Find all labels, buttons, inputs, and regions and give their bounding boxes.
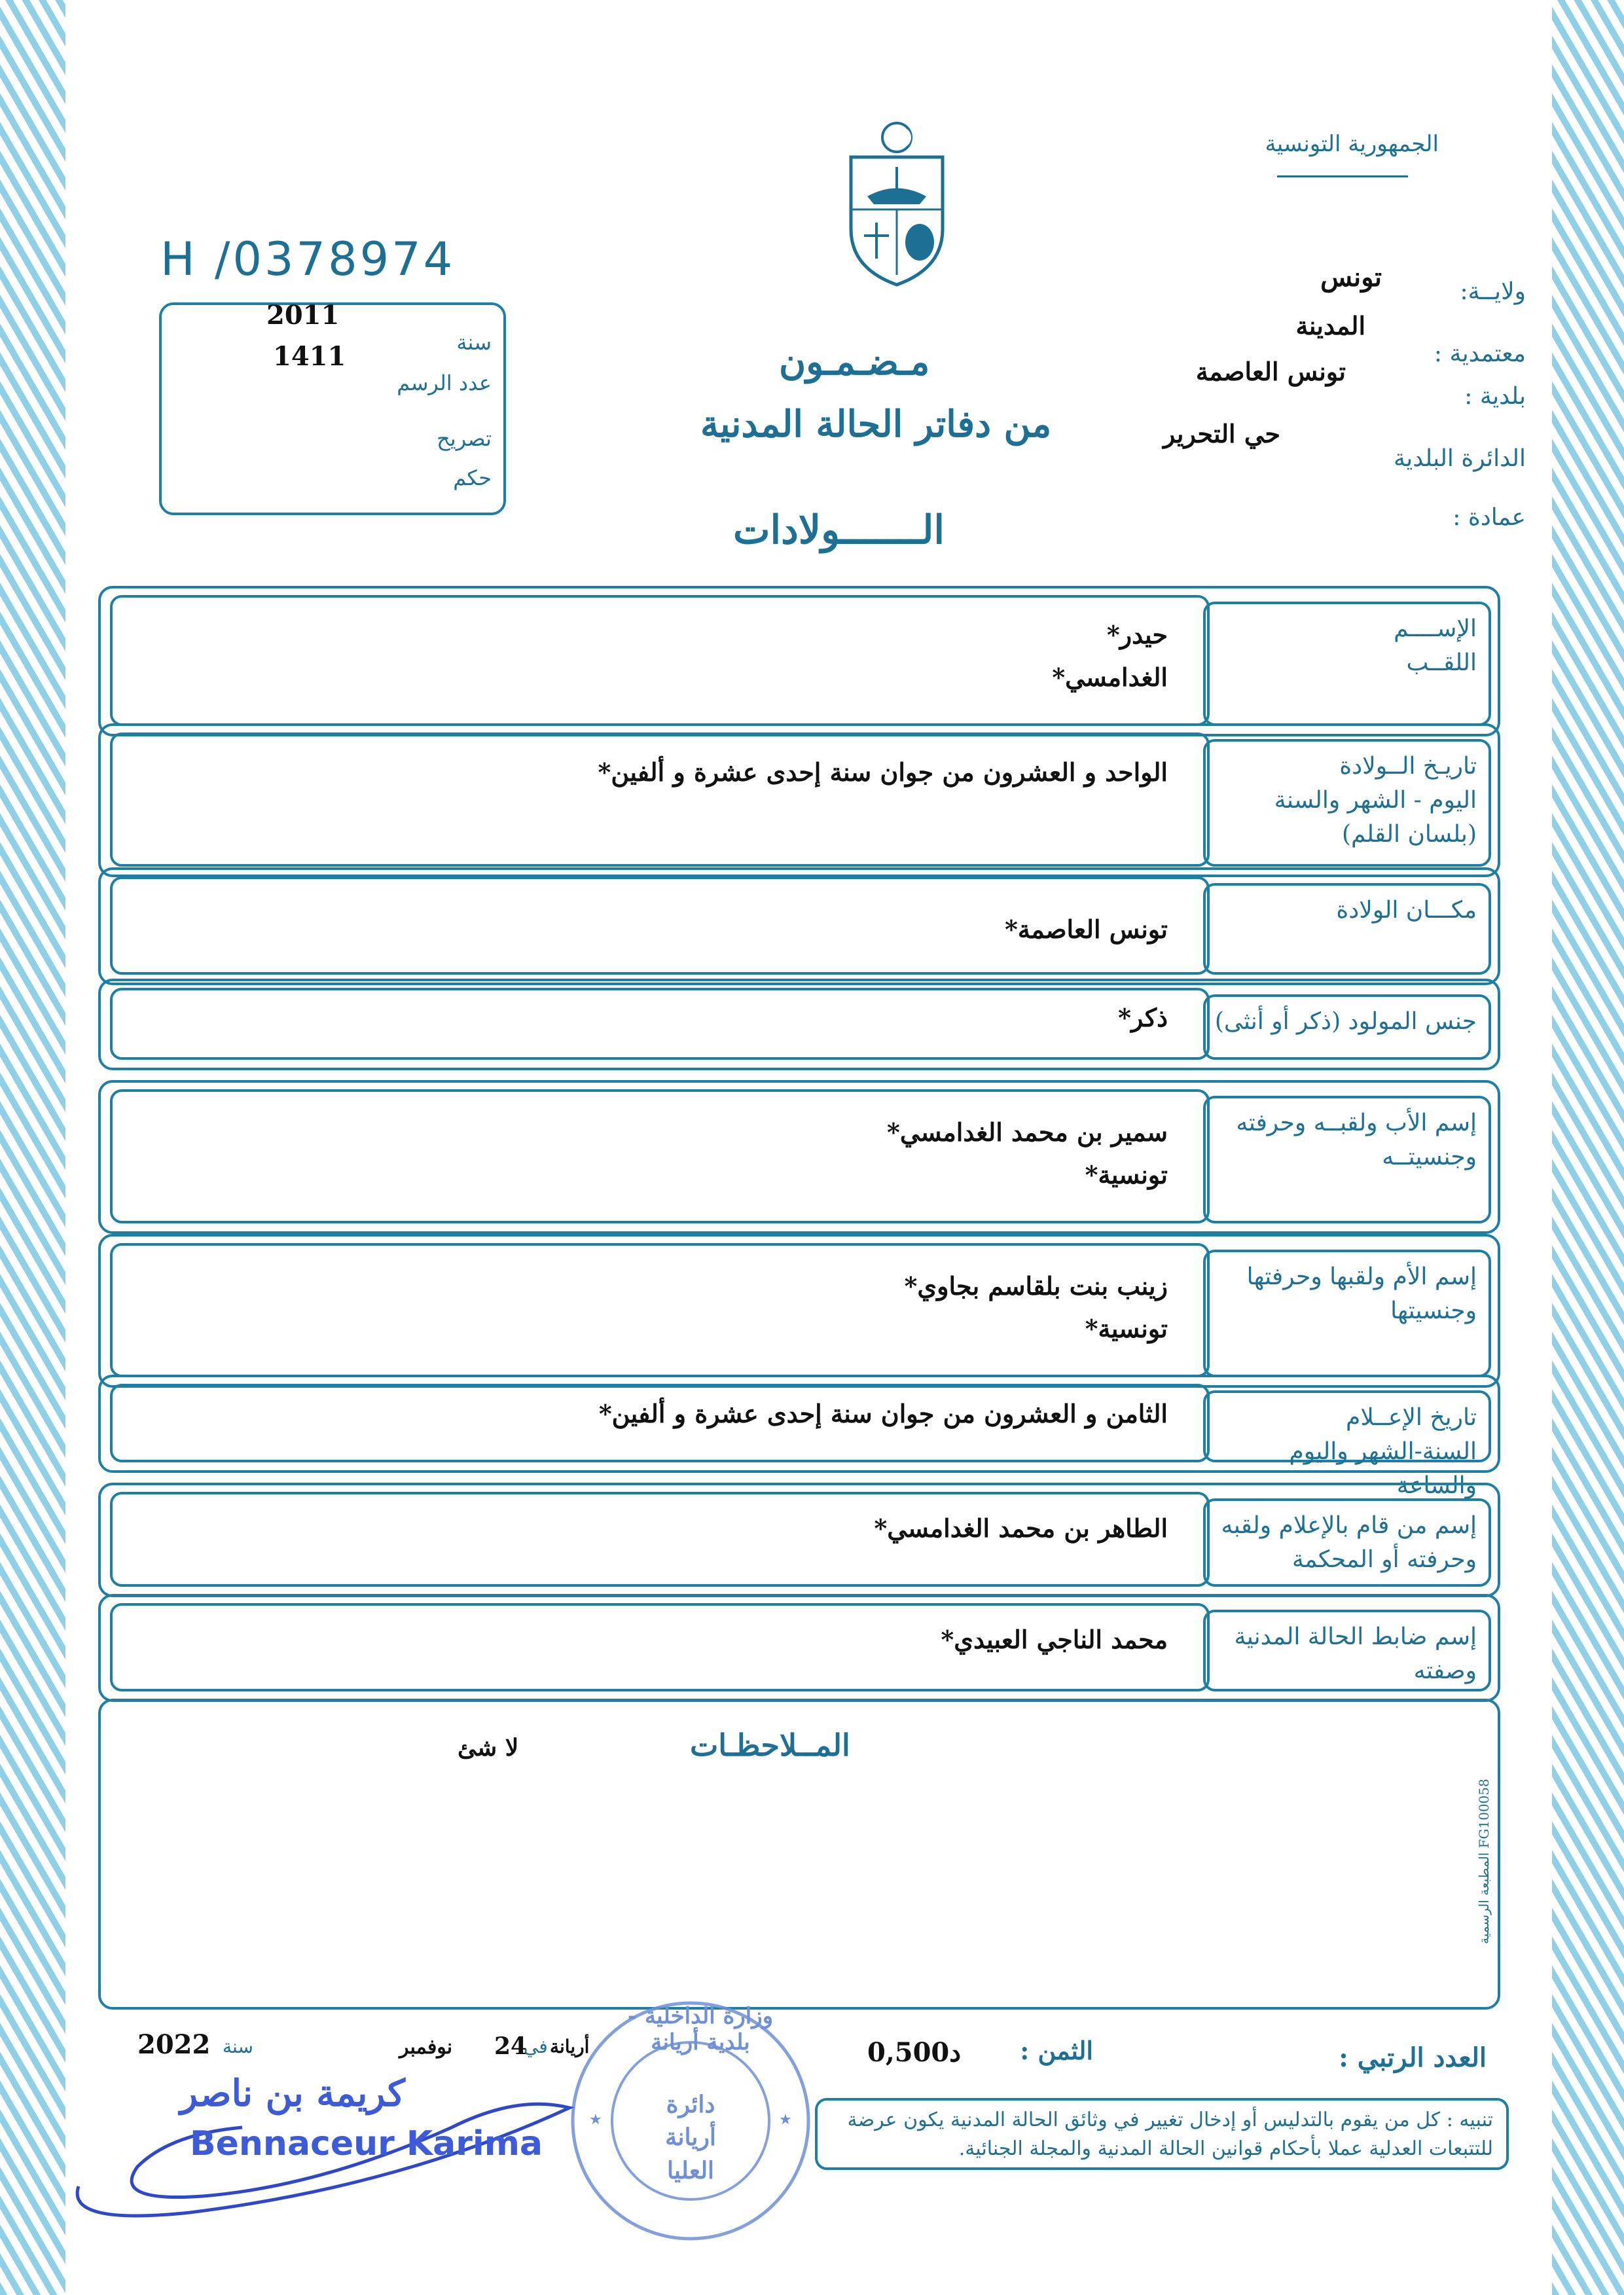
price-value: 0,500د — [867, 2037, 962, 2068]
document-title: مـضـمـون — [779, 340, 930, 384]
republic-title: الجمهورية التونسية — [1265, 131, 1439, 157]
record-row — [98, 979, 1500, 1070]
record-row-value: الثامن و العشرون من جوان سنة إحدى عشرة و ألفين* — [598, 1399, 1168, 1428]
record-row-label-cell — [1203, 1498, 1491, 1587]
record-row-value-cell — [110, 1089, 1210, 1223]
record-row-label: الإســــم اللقــب — [1394, 615, 1477, 677]
record-row-label: مكـــان الولادة — [1336, 897, 1477, 924]
svg-text:★: ★ — [589, 2112, 602, 2128]
coat-of-arms-icon — [838, 118, 956, 288]
record-row — [98, 586, 1500, 736]
record-row-label: إسم ضابط الحالة المدنية وصفته — [1234, 1623, 1477, 1685]
remarks-value: لا شئ — [458, 1734, 519, 1762]
record-row — [98, 1594, 1500, 1702]
wilaya-label: ولايــة: — [1460, 278, 1526, 305]
order-number-label: العدد الرتبي : — [1339, 2042, 1487, 2073]
daira-value: حي التحرير — [1163, 419, 1280, 448]
wilaya-value: تونس — [1320, 262, 1382, 293]
stamp-ring-text: وزارة الداخلية - بلدية أريانة — [627, 2003, 774, 2055]
record-row-value-cell — [110, 595, 1210, 726]
judgment-label: حكم — [453, 465, 492, 490]
baladia-value: تونس العاصمة — [1195, 357, 1346, 386]
record-row-label-cell — [1203, 994, 1491, 1060]
record-row-value: محمد الناجي العبيدي* — [941, 1625, 1168, 1654]
date-prefix: في — [524, 2036, 548, 2057]
record-row — [98, 723, 1500, 877]
register-year: 2011 — [266, 300, 340, 331]
record-row-label: إسم الأم ولقبها وحرفتها وجنسيتها — [1246, 1263, 1477, 1325]
record-row-value-cell — [110, 1603, 1210, 1691]
record-row-value-cell — [110, 732, 1210, 867]
republic-underline — [1277, 175, 1408, 177]
record-row-label-cell — [1203, 1250, 1491, 1377]
record-row-value-cell — [110, 1492, 1210, 1587]
record-row-value: سمير بن محمد الغدامسي* تونسية* — [886, 1117, 1168, 1189]
record-row-value-cell — [110, 1384, 1210, 1462]
record-row-value: ذكر* — [1118, 1003, 1168, 1032]
printer-mark: المطبعة الرسمية FG100058 — [1476, 1779, 1492, 1944]
baladia-label: بلدية : — [1464, 383, 1526, 410]
year-label: سنة — [456, 330, 492, 355]
remarks-box — [98, 1699, 1500, 2010]
record-row-label-cell — [1203, 739, 1491, 867]
record-row-value: تونس العاصمة* — [1005, 914, 1168, 944]
record-row-value: حيدر* الغدامسي* — [1052, 620, 1168, 692]
price-label: الثمن : — [1020, 2036, 1093, 2065]
record-row-label: تاريـخ الــولادة اليوم - الشهر والسنة (بلسان القلم) — [1274, 753, 1477, 848]
record-number-label: عدد الرسم — [397, 370, 492, 395]
record-row-value: الواحد و العشرون من جوان سنة إحدى عشرة و ألفين* — [598, 757, 1168, 787]
signature-name-latin: Bennaceur Karima — [190, 2124, 543, 2163]
issue-year: 2022 — [137, 2029, 211, 2060]
record-row — [98, 1483, 1500, 1597]
remarks-label: المــلاحظـات — [690, 1727, 850, 1763]
legal-notice: تنبيه : كل من يقوم بالتدليس أو إدخال تغيير في وثائق الحالة المدنية يكون عرضة للتتبعات العدلية عملا بأحكام قوانين الحالة المدنية والمجلة الجنائية. — [847, 2108, 1493, 2160]
year-prefix: سنة — [223, 2036, 253, 2057]
section-title: الـــــــولادات — [733, 507, 945, 553]
record-number: 1411 — [273, 341, 346, 372]
record-row — [98, 1375, 1500, 1500]
issue-day: 24 — [494, 2033, 528, 2060]
decorative-border-left — [0, 0, 65, 2295]
record-row-value-cell — [110, 876, 1210, 975]
record-row-label-cell — [1203, 602, 1491, 726]
record-row-label: إسم الأب ولقبــه وحرفته وجنسيتــه — [1236, 1110, 1477, 1171]
declaration-label: تصريح — [437, 426, 492, 451]
notice-box — [815, 2098, 1509, 2170]
document-subtitle: من دفاتر الحالة المدنية — [700, 403, 1052, 446]
record-row-value-cell — [110, 988, 1210, 1060]
record-row-label-cell — [1203, 1390, 1491, 1500]
omada-label: عمادة : — [1453, 504, 1526, 531]
issue-place: أريانة — [550, 2036, 590, 2057]
official-stamp — [563, 1990, 818, 2252]
record-row-label: جنس المولود (ذكر أو أنثى) — [1214, 1008, 1477, 1035]
signature-name-ar: كريمة بن ناصر — [180, 2072, 405, 2115]
daira-label: الدائرة البلدية — [1393, 445, 1526, 472]
record-row-label: تاريخ الإعــلام السنة-الشهر واليوم والساعة — [1289, 1404, 1477, 1500]
record-row-label: إسم من قام بالإعلام ولقبه وحرفته أو المحكمة — [1221, 1512, 1477, 1574]
record-row-value: الطاهر بن محمد الغدامسي* — [874, 1513, 1168, 1543]
record-row-label-cell — [1203, 1096, 1491, 1223]
record-row — [98, 1234, 1500, 1388]
register-box — [159, 302, 506, 515]
record-row — [98, 1080, 1500, 1234]
mootamadia-label: معتمدية : — [1434, 340, 1526, 367]
record-row-label-cell — [1203, 883, 1491, 975]
record-row-value: زينب بنت بلقاسم بجاوي* تونسية* — [904, 1271, 1168, 1343]
stamp-center-text: دائرة أريانة العليا — [665, 2091, 716, 2184]
serial-number: H /0378974 — [160, 232, 456, 286]
issue-month: نوفمبر — [399, 2036, 453, 2059]
record-row-value-cell — [110, 1243, 1210, 1377]
record-row — [98, 867, 1500, 985]
decorative-border-right — [1552, 0, 1624, 2295]
svg-text:★: ★ — [779, 2112, 792, 2128]
mootamadia-value: المدينة — [1295, 311, 1365, 340]
record-row-label-cell — [1203, 1610, 1491, 1691]
